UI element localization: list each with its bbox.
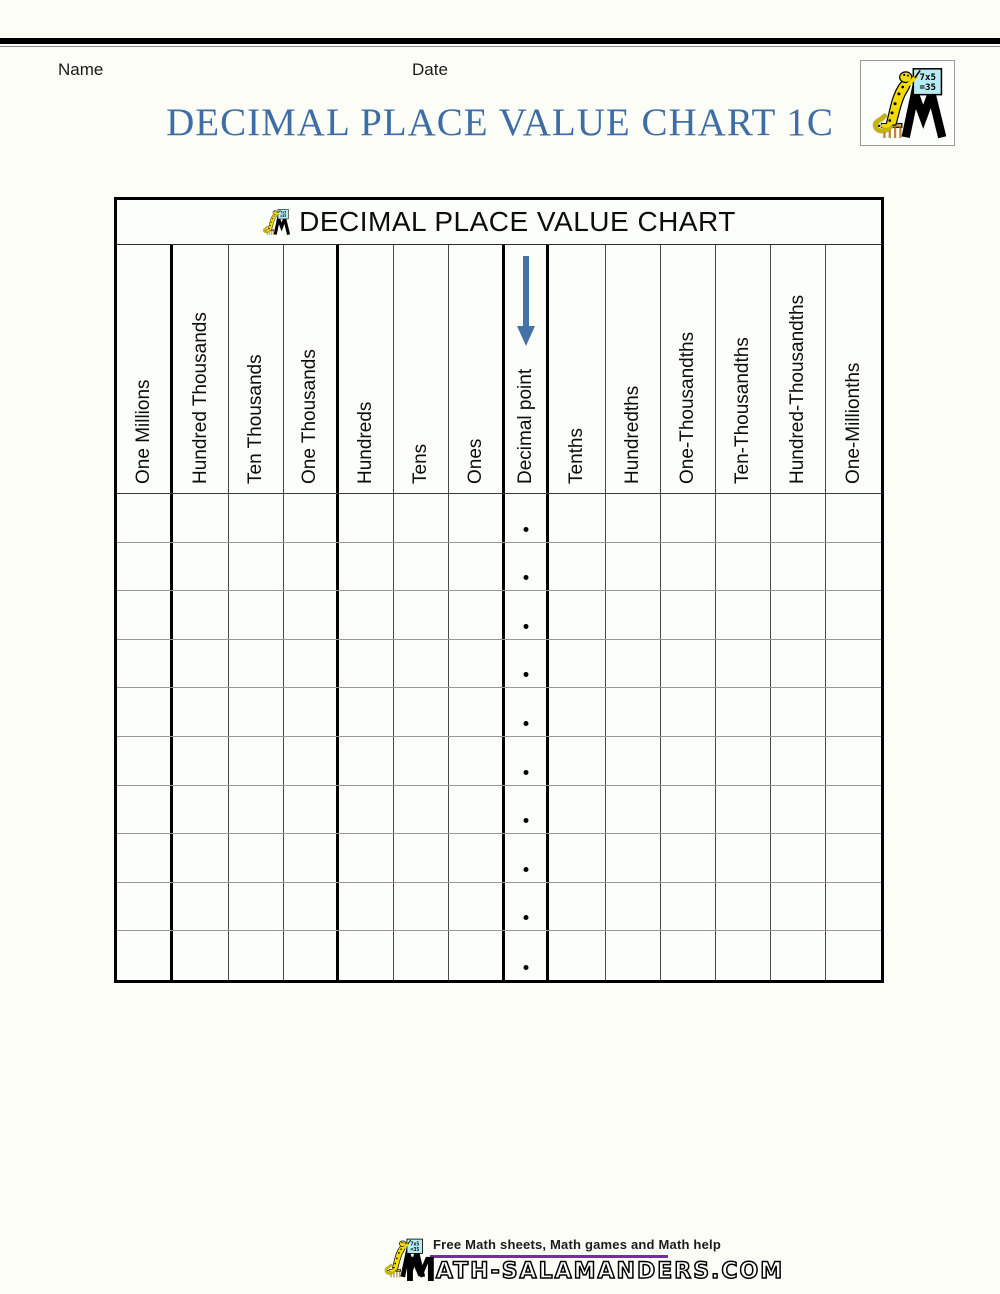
digit-cell-ten-thousandths [716,786,771,834]
digit-cell-ten-thousandths [716,688,771,736]
digit-cell-tenths [549,640,606,688]
digit-cell-ten-thousands [229,688,284,736]
column-label: Hundred Thousands [189,312,211,484]
digit-cell-one-thousandths [661,737,716,785]
digit-cell-one-thousands [284,737,339,785]
digit-cell-hundredths [606,834,661,882]
digit-cell-ones [449,834,505,882]
digit-cell-one-thousands [284,591,339,639]
decimal-point-arrow-icon [516,254,536,348]
digit-cell-ten-thousandths [716,640,771,688]
digit-cell-hundred-thousands [173,931,229,980]
column-header-one-millionths [826,245,881,493]
digit-cell-one-millionths [826,494,881,542]
digit-cell-ones [449,688,505,736]
digit-cell-one-millions [117,591,173,639]
column-label: Hundred-Thousandths [787,294,808,484]
digit-cell-ten-thousands [229,543,284,591]
footer-tagline: Free Math sheets, Math games and Math help [433,1237,721,1252]
table-row [117,786,881,835]
name-label: Name [58,60,104,79]
digit-cell-one-thousands [284,688,339,736]
digit-cell-tenths [549,494,606,542]
digit-cell-ten-thousandths [716,834,771,882]
table-title-row [117,200,881,245]
digit-cell-one-thousands [284,931,339,980]
digit-cell-ten-thousandths [716,883,771,931]
digit-cell-hundredths [606,494,661,542]
digit-cell-hundred-thousandths [771,883,826,931]
digit-cell-ten-thousands [229,494,284,542]
digit-cell-one-millions [117,640,173,688]
digit-cell-one-thousandths [661,591,716,639]
digit-cell-ones [449,543,505,591]
decimal-point-dot [523,527,528,532]
table-row [117,737,881,786]
digit-cell-hundredths [606,931,661,980]
digit-cell-ten-thousands [229,883,284,931]
digit-cell-hundred-thousandths [771,931,826,980]
table-row [117,883,881,932]
digit-cell-one-thousands [284,494,339,542]
digit-cell-hundredths [606,786,661,834]
digit-cell-ten-thousands [229,834,284,882]
digit-cell-hundred-thousands [173,494,229,542]
digit-cell-tens [394,737,449,785]
digit-cell-ten-thousandths [716,543,771,591]
column-header-hundredths [606,245,661,493]
decimal-point-dot [523,624,528,629]
salamander-logo-icon [262,208,290,236]
digit-cell-tenths [549,834,606,882]
digit-cell-hundred-thousandths [771,786,826,834]
digit-cell-one-millionths [826,688,881,736]
decimal-point-dot [523,867,528,872]
digit-cell-hundredths [606,543,661,591]
digit-cell-hundred-thousands [173,883,229,931]
column-header-ones [449,245,505,493]
digit-cell-one-thousandths [661,640,716,688]
digit-cell-hundred-thousands [173,543,229,591]
digit-cell-hundreds [339,834,394,882]
digit-cell-one-millionths [826,737,881,785]
digit-cell-one-thousands [284,543,339,591]
digit-cell-ones [449,737,505,785]
column-label: Decimal point [514,368,536,484]
digit-cell-tenths [549,688,606,736]
digit-cell-ten-thousandths [716,494,771,542]
digit-cell-one-thousands [284,834,339,882]
digit-cell-one-millions [117,931,173,980]
digit-cell-hundred-thousandths [771,494,826,542]
digit-cell-tenths [549,737,606,785]
digit-cell-tens [394,931,449,980]
decimal-point-dot [523,915,528,920]
digit-cell-one-millionths [826,640,881,688]
decimal-point-cell [505,494,549,542]
digit-cell-one-thousands [284,786,339,834]
table-body [117,494,881,980]
digit-cell-hundreds [339,494,394,542]
digit-cell-one-thousands [284,883,339,931]
column-label: Hundreds [355,401,376,484]
decimal-point-cell [505,543,549,591]
digit-cell-ones [449,494,505,542]
digit-cell-one-millionths [826,931,881,980]
digit-cell-tens [394,543,449,591]
page-title: DECIMAL PLACE VALUE CHART 1C [166,101,834,144]
digit-cell-ones [449,786,505,834]
digit-cell-one-millions [117,737,173,785]
table-row [117,494,881,543]
column-label: Ten Thousands [245,354,266,484]
column-header-ten-thousandths [716,245,771,493]
decimal-point-dot [523,818,528,823]
column-label: Ones [464,438,486,484]
digit-cell-one-thousandths [661,834,716,882]
digit-cell-hundreds [339,688,394,736]
column-header-ten-thousands [229,245,284,493]
top-divider-line [0,46,1000,47]
column-header-one-thousands [284,245,339,493]
decimal-point-dot [523,770,528,775]
digit-cell-hundredths [606,640,661,688]
digit-cell-ten-thousands [229,591,284,639]
digit-cell-one-millionths [826,883,881,931]
digit-cell-tens [394,591,449,639]
digit-cell-one-millionths [826,543,881,591]
digit-cell-hundred-thousands [173,786,229,834]
column-label: One Thousands [299,349,320,484]
digit-cell-one-millionths [826,591,881,639]
digit-cell-hundred-thousands [173,737,229,785]
decimal-point-dot [523,721,528,726]
digit-cell-one-thousandths [661,543,716,591]
top-divider-bar [0,38,1000,44]
column-label: Tens [410,443,431,484]
table-header-row [117,245,881,494]
wordmark-rest: ATH-SALAMANDERS.COM [435,1259,785,1284]
column-header-hundred-thousands [173,245,229,493]
digit-cell-one-millionths [826,786,881,834]
decimal-point-cell [505,786,549,834]
digit-cell-hundred-thousands [173,640,229,688]
digit-cell-one-millions [117,543,173,591]
table-row [117,591,881,640]
table-row [117,834,881,883]
column-label: Hundredths [622,385,643,484]
digit-cell-one-thousandths [661,786,716,834]
digit-cell-hundredths [606,883,661,931]
digit-cell-tens [394,834,449,882]
decimal-point-cell [505,883,549,931]
digit-cell-tenths [549,786,606,834]
digit-cell-one-thousandths [661,688,716,736]
column-header-hundreds [339,245,394,493]
digit-cell-ones [449,931,505,980]
decimal-point-cell [505,591,549,639]
decimal-point-dot [523,965,528,970]
digit-cell-one-millions [117,786,173,834]
digit-cell-ten-thousands [229,931,284,980]
digit-cell-one-millions [117,494,173,542]
digit-cell-hundreds [339,591,394,639]
column-header-one-millions [117,245,173,493]
digit-cell-hundredths [606,688,661,736]
digit-cell-hundreds [339,883,394,931]
column-label: Ten-Thousandths [732,337,753,484]
column-header-decimal-point [505,245,549,493]
digit-cell-one-thousands [284,640,339,688]
digit-cell-ten-thousandths [716,931,771,980]
column-label: One Millions [132,379,154,484]
table-row [117,640,881,689]
digit-cell-hundredths [606,591,661,639]
digit-cell-hundred-thousandths [771,640,826,688]
digit-cell-tenths [549,883,606,931]
digit-cell-tenths [549,591,606,639]
digit-cell-one-millions [117,883,173,931]
date-label: Date [412,60,448,79]
wordmark-m: M [404,1250,437,1289]
digit-cell-hundreds [339,931,394,980]
decimal-point-cell [505,737,549,785]
decimal-point-cell [505,688,549,736]
digit-cell-tens [394,688,449,736]
digit-cell-hundred-thousandths [771,737,826,785]
column-label: Tenths [566,428,587,484]
digit-cell-hundreds [339,737,394,785]
column-header-hundred-thousandths [771,245,826,493]
digit-cell-ten-thousandths [716,737,771,785]
digit-cell-one-thousandths [661,883,716,931]
column-header-tenths [549,245,606,493]
footer-wordmark [404,1250,785,1289]
digit-cell-one-millionths [826,834,881,882]
digit-cell-hundred-thousands [173,591,229,639]
digit-cell-ten-thousands [229,786,284,834]
decimal-point-cell [505,640,549,688]
decimal-point-dot [523,672,528,677]
digit-cell-hundred-thousandths [771,834,826,882]
digit-cell-hundred-thousands [173,834,229,882]
salamander-logo-icon [866,65,950,141]
digit-cell-tens [394,883,449,931]
digit-cell-hundreds [339,640,394,688]
decimal-point-cell [505,834,549,882]
digit-cell-tens [394,494,449,542]
digit-cell-ones [449,591,505,639]
math-salamanders-logo [860,60,955,146]
table-row [117,931,881,980]
decimal-point-cell [505,931,549,980]
decimal-point-dot [523,575,528,580]
digit-cell-hundredths [606,737,661,785]
digit-cell-ten-thousands [229,737,284,785]
digit-cell-hundred-thousandths [771,591,826,639]
digit-cell-ten-thousands [229,640,284,688]
table-title: DECIMAL PLACE VALUE CHART [299,206,736,237]
digit-cell-hundreds [339,543,394,591]
digit-cell-tens [394,786,449,834]
column-label: One-Thousandths [677,331,698,484]
digit-cell-ten-thousandths [716,591,771,639]
digit-cell-tenths [549,931,606,980]
digit-cell-hundred-thousands [173,688,229,736]
digit-cell-one-thousandths [661,494,716,542]
digit-cell-hundreds [339,786,394,834]
table-row [117,543,881,592]
digit-cell-hundred-thousandths [771,543,826,591]
digit-cell-tenths [549,543,606,591]
digit-cell-one-millions [117,834,173,882]
digit-cell-tens [394,640,449,688]
digit-cell-one-thousandths [661,931,716,980]
column-header-tens [394,245,449,493]
digit-cell-ones [449,640,505,688]
digit-cell-hundred-thousandths [771,688,826,736]
table-row [117,688,881,737]
column-header-one-thousandths [661,245,716,493]
digit-cell-one-millions [117,688,173,736]
digit-cell-ones [449,883,505,931]
place-value-table [114,197,884,983]
column-label: One-Millionths [842,362,864,484]
